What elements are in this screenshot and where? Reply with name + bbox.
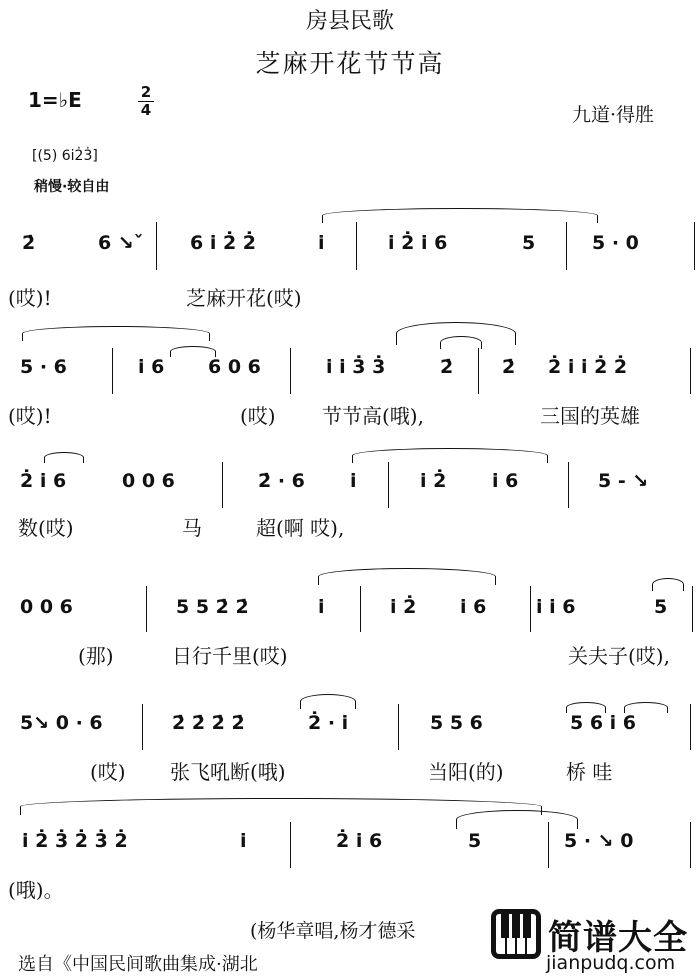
note-group: 5 · 6 (20, 356, 67, 378)
note-group: 6 0 6 (208, 356, 261, 378)
note-group: 2̇ (502, 356, 516, 378)
lyric-text: 关夫子(哎), (568, 644, 670, 668)
region-title: 房县民歌 (305, 9, 394, 34)
piano-keys-icon (490, 908, 542, 960)
barline (222, 462, 223, 508)
note-group: i 2̇ (420, 470, 447, 492)
barline (566, 222, 567, 270)
barline (690, 348, 691, 394)
barline (112, 348, 113, 394)
slur (322, 208, 598, 223)
note-group: 5 6 i 6 (570, 712, 637, 734)
note-group: 0 0 6 (20, 596, 73, 618)
intro-motif: [(5) 6i2̇3̇] (32, 148, 98, 164)
note-group: 5 - ↘ (598, 470, 649, 492)
note-group: i (240, 830, 247, 852)
note-group: i i 3̇ 3̇ (326, 356, 386, 378)
note-group: 5 · 0 (592, 232, 639, 254)
logo-text: 简谱大全 (548, 918, 688, 958)
note-group: 2̇ (440, 356, 454, 378)
time-signature-top: 2 (140, 83, 152, 101)
note-group: 0 0 6 (122, 470, 175, 492)
barline (290, 348, 291, 394)
slur (318, 568, 496, 585)
barline (156, 222, 157, 270)
site-logo[interactable] (490, 908, 700, 978)
lyric-text: 芝麻开花(哎) (186, 286, 302, 310)
lyric-text: 数(哎) (18, 516, 74, 540)
note-group: 2̇ i 6 (336, 830, 383, 852)
slur (456, 810, 578, 829)
note-group: i 6 (460, 596, 487, 618)
lyric-text: 三国的英雄 (540, 404, 640, 428)
slur (624, 702, 668, 713)
note-group: i 2̇ (390, 596, 417, 618)
barline (568, 462, 569, 508)
lyric-text: 节节高(哦), (322, 404, 424, 428)
lyric-text: 超(啊 哎), (256, 516, 345, 540)
note-group: 5 (654, 596, 668, 618)
lyric-text: 桥 哇 (566, 760, 613, 784)
barline (690, 822, 691, 868)
lyric-text: (那) (78, 644, 114, 668)
barline (690, 704, 691, 750)
tempo-marking: 稍慢·较自由 (34, 179, 110, 195)
lyric-text: 张飞吼断(哦) (170, 760, 286, 784)
barline (360, 586, 361, 632)
logo-url: jianpudq.com (546, 952, 676, 974)
slur (22, 326, 210, 341)
note-group: i 2̇ i 6 (388, 232, 448, 254)
note-group: 5 (522, 232, 536, 254)
note-group: 2̇ (22, 232, 36, 254)
barline (530, 586, 531, 632)
note-group: 5 5 6 (430, 712, 483, 734)
barline (398, 704, 399, 750)
source-collection: 选自《中国民间歌曲集成·湖北 (18, 954, 258, 975)
slur (44, 452, 84, 463)
note-group: 5↘ 0 · 6 (20, 712, 103, 734)
barline (142, 704, 143, 750)
time-signature (136, 84, 156, 119)
slur (352, 448, 548, 463)
lyric-text: (哦)。 (8, 878, 64, 902)
lyric-text: (哎)! (8, 404, 52, 428)
note-group: i 6 (492, 470, 519, 492)
barline (146, 586, 147, 632)
note-group: 6 i 2̇ 2̇ (190, 232, 257, 254)
note-group: 2̇ i i 2̇ 2̇ (548, 356, 628, 378)
note-group: 6 ↘ˇ (98, 232, 144, 254)
slur (652, 578, 684, 591)
note-group: 5 · ↘ 0 (564, 830, 634, 852)
lyric-text: 当阳(的) (428, 760, 504, 784)
slur (566, 702, 606, 713)
note-group: 5 (468, 830, 482, 852)
performer-credit: 九道·得胜 (572, 104, 655, 126)
note-group: i (318, 232, 325, 254)
note-group: 2̇ 2̇ 2̇ 2̇ (172, 712, 245, 734)
slur (440, 336, 482, 349)
barline (356, 222, 357, 270)
note-group: 5 5 2̇ 2̇ (176, 596, 249, 618)
lyric-text: (哎)! (8, 286, 52, 310)
barline (692, 586, 693, 632)
source-credit: (杨华章唱,杨才德采 (250, 920, 416, 942)
lyric-text: 马 (182, 516, 202, 540)
song-title: 芝麻开花节节高 (255, 49, 445, 78)
barline (290, 822, 291, 868)
note-group: 2̇ i 6 (20, 470, 67, 492)
note-group: 2̇ · 6 (258, 470, 305, 492)
lyric-text: (哎) (240, 404, 276, 428)
time-signature-bottom: 4 (140, 101, 152, 119)
note-group: i (318, 596, 325, 618)
lyric-text: 日行千里(哎) (172, 644, 288, 668)
slur (20, 798, 542, 815)
barline (388, 462, 389, 508)
key-signature: 1=♭E (28, 88, 82, 112)
note-group: i i 6 (536, 596, 576, 618)
note-group: i (350, 470, 357, 492)
barline (694, 222, 695, 270)
lyric-text: (哎) (90, 760, 126, 784)
note-group: 2̇ · i (308, 712, 349, 734)
barline (478, 348, 479, 394)
note-group: i 6 (138, 356, 165, 378)
slur (300, 694, 356, 709)
slur (170, 346, 216, 357)
note-group: i 2̇ 3̇ 2̇ 3̇ 2̇ (22, 830, 128, 852)
